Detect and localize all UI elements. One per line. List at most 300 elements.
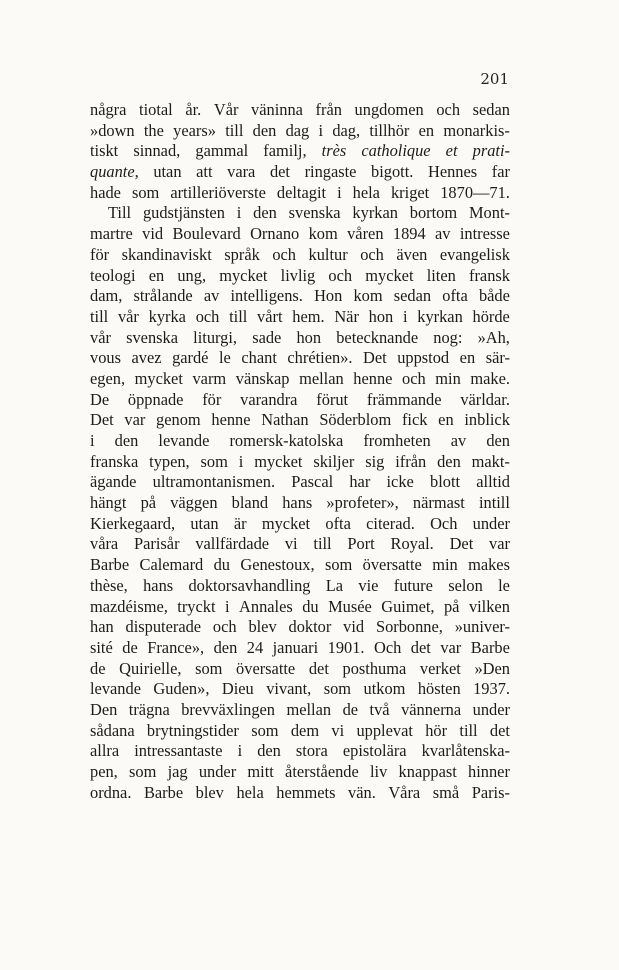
word: är [233,513,247,533]
word: vilken [468,596,510,616]
word: närmast [412,493,465,513]
word: Våra [388,782,421,802]
word: till [225,120,244,140]
word: artilleriöverste [170,182,266,202]
word: uppstod [397,348,450,368]
word: mazdéisme, [90,596,168,616]
word: och [328,265,353,285]
word: svenska [288,203,341,223]
text-line [90,266,510,287]
text-line [90,452,510,473]
word: ringaste [304,162,357,182]
word: kom [308,224,338,244]
word: den [437,451,461,471]
word: utan [153,162,182,182]
text-line [90,348,510,369]
text-line [90,576,510,597]
word: La [325,575,344,595]
word: hörde [472,306,510,326]
word: epistolära [342,741,407,761]
word: Genestoux, [240,555,315,575]
word: vallfärdade [195,534,270,554]
word: vår [90,327,111,347]
word: ordna. [90,782,132,802]
text-line [90,183,510,204]
word: henne [211,410,251,430]
word: varandra [240,389,298,409]
word: de [90,658,106,678]
word: hela [352,182,380,202]
word: le [498,575,510,595]
word: dag, [332,120,361,140]
word: en [459,348,476,368]
word: typen, [149,451,190,471]
word: makes [468,555,510,575]
text-line [90,410,510,431]
word: utkom [363,679,406,699]
text-line [90,286,510,307]
word: le [219,348,231,368]
text-line [90,659,510,680]
word: öppnade [127,389,184,409]
word: monarkis- [443,120,510,140]
word: som [251,720,279,740]
word: avez [131,348,162,368]
text-line [90,203,510,224]
word: catholique [361,141,431,161]
word: hade [90,182,121,202]
word: 1870—71. [440,182,510,202]
word: Sorbonne, [375,617,443,637]
word: den [253,203,277,223]
word: våra [90,534,119,554]
word: varm [192,368,227,388]
word: små [432,782,460,802]
word: chant [241,348,277,368]
word: gammal [195,141,249,161]
word: mellan [299,368,344,388]
word: till [229,306,248,326]
word: citerad. [366,513,415,533]
word: »Ah, [477,327,510,347]
word: Dieu [221,679,254,699]
word: fromheten [363,431,431,450]
word: min [432,555,458,575]
text-line [90,245,510,266]
word: Och [430,513,458,533]
word: språk [224,244,260,264]
word: mycket [261,513,311,533]
word: under [472,699,510,719]
word: sade [252,327,282,347]
word: très [321,141,347,161]
word: vårt [257,306,283,326]
word: De [90,389,110,409]
text-line [90,700,510,721]
word: doktor [288,617,332,637]
word: den [213,637,238,657]
word: hösten [417,679,461,699]
word: Hon [314,286,343,306]
word: Barbe [470,637,510,657]
word: make. [470,368,510,388]
body-text [90,100,510,803]
word: vänskap [235,368,290,388]
word: liturgi, [193,327,238,347]
word: som [195,658,223,678]
word: inblick [464,410,510,430]
word: fransk [469,265,510,285]
word: romersk-katolska [229,431,344,450]
word: Barbe [143,782,184,802]
word: ungdomen [354,100,424,119]
word: Det [90,410,114,430]
word: Nathan [261,410,309,430]
word: väninna [251,100,303,119]
word: i [402,306,408,326]
word: 1937. [473,679,510,699]
word: både [478,286,510,306]
word: Pascal [291,472,334,492]
word: förut [316,389,349,409]
word: Det [363,348,387,368]
word: teologi [90,265,136,285]
word: intill [478,493,510,513]
word: kultur [308,244,348,264]
word: levande [158,431,210,450]
word: »profeter», [326,493,399,513]
word: i [337,182,342,202]
word: jag [167,762,188,781]
word: som [323,679,352,699]
word: the [143,120,164,140]
word: Guimet, [381,596,435,616]
word: två [369,699,390,719]
word: under [198,762,237,781]
word: som [131,182,160,202]
word: upplevat [356,720,413,740]
text-line [90,617,510,638]
word: gardé [172,348,209,368]
word: tryckt [177,596,216,616]
word: han [90,617,114,637]
word: Och [374,637,402,657]
word: thèse, [90,575,128,595]
word: kriget [390,182,430,202]
word: väggen [170,493,218,513]
word: evangelisk [439,244,510,264]
word: har [349,472,371,492]
word: de [122,637,138,657]
word: intressantaste [134,741,223,761]
word: dag [285,120,310,140]
text-line [90,162,510,183]
word: selon [448,575,483,595]
word: översatte [236,658,296,678]
word: och [195,306,220,326]
word: till [313,534,332,554]
word: 1894 [392,224,426,244]
word: i [237,741,243,761]
word: sedan [393,286,432,306]
word: hela [236,782,264,802]
word: blev [248,617,277,637]
word: posthuma [342,658,407,678]
word: och [436,100,461,119]
text-line [90,369,510,390]
word: sinnad, [133,141,181,161]
word: några [90,100,127,119]
word: för [202,389,222,409]
word: trägna [128,699,170,719]
word: det [269,162,290,182]
word: »down [90,120,135,140]
word: vännerna [401,699,462,719]
word: Till [108,203,132,223]
text-line [90,328,510,349]
word: svenska [126,327,178,347]
word: kvarlåtenska- [421,741,510,761]
word: vara [227,162,256,182]
word: den [252,120,277,140]
word: 1901. [327,637,365,657]
word: levande [90,679,141,699]
word: blev [195,782,224,802]
word: hans [143,575,174,595]
word: deltagit [276,182,327,202]
word: Kierkegaard, [90,513,176,533]
text-line [90,100,510,121]
word: var [489,534,510,554]
word: vous [90,348,121,368]
word: pen, [90,762,118,781]
word: prati- [472,141,510,161]
word: kyrkan [417,306,463,326]
word: de [342,699,359,719]
word: vivant, [266,679,312,699]
word: ultramontanismen. [152,472,276,492]
text-line [90,431,510,452]
word: far [491,162,510,182]
word: Vår [213,100,239,119]
word: bland [231,493,269,513]
word: hinner [468,762,510,781]
word: gudstjänsten [142,203,225,223]
word: mycket [365,265,414,285]
word: världar. [460,389,510,409]
word: brytningstider [146,720,239,740]
word: ung, [177,265,207,285]
word: Paris- [471,782,510,802]
word: liv [370,762,388,781]
word: vi [284,534,298,554]
word: dem [290,720,320,740]
word: tillhör [369,120,410,140]
text-line [90,721,510,742]
word: det [308,658,329,678]
word: på [140,493,157,513]
word: och [360,244,384,264]
word: på [443,596,460,616]
word: liten [426,265,456,285]
word: mycket [134,368,183,388]
text-line [90,741,510,762]
word: återstående [285,762,359,781]
word: fick [401,410,428,430]
word: Guden», [153,679,210,699]
word: våren [347,224,384,244]
word: France», [147,637,205,657]
word: du [213,555,230,575]
page-number: 201 [480,70,509,88]
word: Port [347,534,375,554]
text-line [90,762,510,783]
word: hemmets [276,782,336,802]
word: Hennes [428,162,478,182]
word: till [90,306,109,326]
word: den [257,741,281,761]
word: genom [156,410,201,430]
word: den [114,431,139,450]
word: var [440,637,462,657]
word: och [402,368,426,388]
word: bigott. [371,162,414,182]
word: det [410,637,431,657]
word: familj, [263,141,307,161]
word: stora [295,741,328,761]
word: en [438,410,454,430]
word: främmande [366,389,442,409]
word: även [396,244,428,264]
word: av [203,286,220,306]
word: brevväxlingen [181,699,275,719]
word: alltid [476,472,510,492]
word: kyrkan [352,203,398,223]
text-line [90,224,510,245]
word: en [148,265,165,285]
word: hängt [90,493,127,513]
word: januari [272,637,319,657]
word: hon [368,306,394,326]
word: min [435,368,461,388]
word: i [236,203,242,223]
word: som [200,451,228,471]
word: sedan [472,100,510,119]
word: utan [190,513,219,533]
word: henne [353,368,393,388]
word: vi [331,720,345,740]
word: hör [425,720,448,740]
word: vie [358,575,379,595]
word: betecknande [336,327,419,347]
word: chrétien». [287,348,353,368]
word: bortom [409,203,458,223]
word: i [318,120,324,140]
word: vid [343,617,365,637]
word: år. [185,100,202,119]
word: i [90,431,95,450]
word: blott [430,472,461,492]
word: När [334,306,359,326]
word: skandinaviskt [121,244,212,264]
word: allra [90,741,120,761]
word: hans [282,493,313,513]
word: sité [90,637,113,657]
word: Boulevard [172,224,241,244]
text-line [90,597,510,618]
word: intelligens. [230,286,303,306]
word: och [212,617,237,637]
text-line [90,783,510,804]
text-line [90,307,510,328]
word: Royal. [390,534,434,554]
word: ofta [325,513,351,533]
text-line [90,472,510,493]
word: i [225,596,230,616]
text-line [90,679,510,700]
word: et [445,141,458,161]
word: under [472,513,510,533]
text-line [90,493,510,514]
word: Annales [239,596,293,616]
word: icke [386,472,414,492]
word: Söderblom [319,410,392,430]
text-line [90,555,510,576]
word: av [450,431,467,450]
word: disputerade [125,617,202,637]
word: vän. [348,782,376,802]
word: ägande [90,472,137,492]
text-line [90,390,510,411]
word: nog: [433,327,463,347]
word: mycket [219,265,268,285]
word: vår [117,306,139,326]
word: och [272,244,296,264]
word: som [129,762,157,781]
word: den [486,431,510,450]
word: Musée [328,596,372,616]
word: makt- [471,451,510,471]
word: du [302,596,319,616]
word: översatte [362,555,422,575]
word: Mont- [468,203,510,223]
word: sådana [90,720,135,740]
word: Calemard [139,555,204,575]
word: martre [90,224,133,244]
word: years» [173,120,216,140]
word: Den [90,699,118,719]
word: mycket [254,451,303,471]
word: att [196,162,213,182]
word: quante, [90,162,139,182]
text-line [90,141,510,162]
word: 24 [246,637,264,657]
word: Barbe [90,555,130,575]
word: en [418,120,435,140]
word: kom [353,286,383,306]
text-line [90,514,510,535]
word: i [238,451,244,471]
word: verket [419,658,461,678]
word: för [90,244,110,264]
word: mitt [247,762,274,781]
word: var [124,410,146,430]
word: mellan [286,699,332,719]
text-line [90,121,510,142]
word: kyrka [148,306,186,326]
word: intresse [459,224,510,244]
word: doktorsavhandling [188,575,311,595]
